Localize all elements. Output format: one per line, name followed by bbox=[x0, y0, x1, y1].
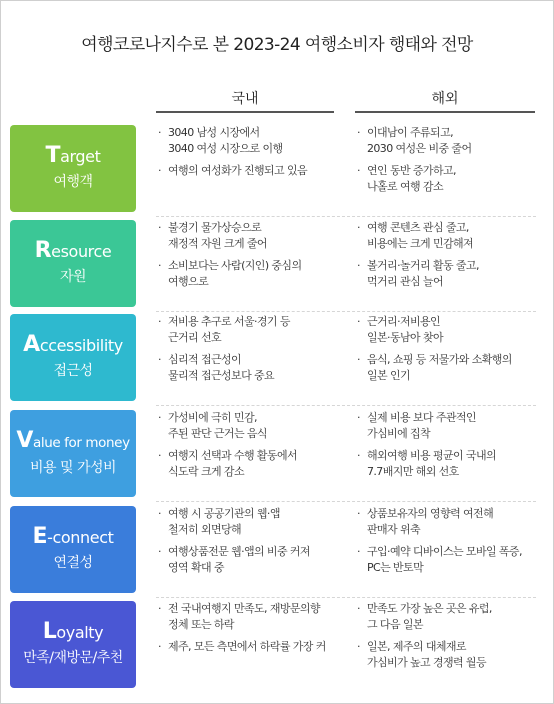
category-english-name bbox=[23, 332, 123, 357]
category-english-rest: -connect bbox=[47, 528, 114, 547]
overseas-cell bbox=[355, 220, 545, 307]
bullet-item: · 근거리·저비용인 일본·동남아 찾아 bbox=[355, 314, 545, 346]
category-badge bbox=[10, 410, 136, 497]
bullet-item: · 일본, 제주의 대체재로 가심비가 높고 경쟁력 월등 bbox=[355, 639, 545, 671]
domestic-cell bbox=[156, 220, 346, 307]
category-korean-name: 접근성 bbox=[53, 363, 93, 379]
bullet-item: · 만족도 가장 높은 곳은 유럽, 그 다음 일본 bbox=[355, 601, 545, 633]
category-english-name bbox=[45, 143, 101, 168]
category-initial: V bbox=[16, 427, 33, 453]
category-english-rest: arget bbox=[60, 147, 101, 166]
bullet-item: · 이대남이 주류되고, 2030 여성은 비중 줄어 bbox=[355, 125, 545, 157]
bullet-item: · 상품보유자의 영향력 여전해 판매자 위축 bbox=[355, 506, 545, 538]
row-divider bbox=[156, 216, 536, 217]
bullet-item: · 소비보다는 사람(지인) 중심의 여행으로 bbox=[156, 258, 346, 290]
category-korean-name: 자원 bbox=[59, 269, 87, 285]
bullet-item: · 저비용 추구로 서울·경기 등 근거리 선호 bbox=[156, 314, 346, 346]
category-korean-name: 연결성 bbox=[53, 555, 93, 571]
bullet-item: · 볼거리·놀거리 활동 줄고, 먹거리 관심 늘어 bbox=[355, 258, 545, 290]
category-row bbox=[10, 125, 545, 212]
category-row bbox=[10, 220, 545, 307]
domestic-cell bbox=[156, 314, 346, 401]
category-korean-name: 만족/재방문/추천 bbox=[23, 650, 123, 666]
column-underline-domestic bbox=[156, 111, 334, 113]
category-english-name bbox=[42, 619, 104, 644]
category-english-rest: ccessibility bbox=[39, 336, 123, 355]
bullet-item: · 전 국내여행지 만족도, 재방문의향 정체 또는 하락 bbox=[156, 601, 346, 633]
column-underline-overseas bbox=[355, 111, 535, 113]
category-row bbox=[10, 314, 545, 401]
category-initial: A bbox=[23, 332, 40, 357]
category-english-rest: alue for money bbox=[32, 434, 130, 451]
domestic-cell bbox=[156, 506, 346, 593]
category-badge bbox=[10, 506, 136, 593]
category-initial: E bbox=[32, 524, 48, 549]
bullet-item: · 3040 남성 시장에서 3040 여성 시장으로 이행 bbox=[156, 125, 346, 157]
bullet-item: · 여행지 선택과 수행 활동에서 식도락 크게 감소 bbox=[156, 448, 346, 480]
category-korean-name: 비용 및 가성비 bbox=[29, 459, 117, 476]
category-english-rest: oyalty bbox=[56, 623, 104, 642]
overseas-cell bbox=[355, 506, 545, 593]
category-row bbox=[10, 410, 545, 497]
bullet-item: · 연인 동반 증가하고, 나홀로 여행 감소 bbox=[355, 163, 545, 195]
category-english-rest: esource bbox=[51, 242, 112, 261]
category-badge bbox=[10, 125, 136, 212]
bullet-item: · 제주, 모든 측면에서 하락률 가장 커 bbox=[156, 639, 346, 655]
category-badge bbox=[10, 314, 136, 401]
bullet-item: · 구입·예약 디바이스는 모바일 폭증, PC는 반토막 bbox=[355, 544, 545, 576]
category-badge bbox=[10, 220, 136, 307]
domestic-cell bbox=[156, 601, 346, 688]
bullet-item: · 가성비에 극히 민감, 주된 판단 근거는 음식 bbox=[156, 410, 346, 442]
bullet-item: · 음식, 쇼핑 등 저물가와 소확행의 일본 인기 bbox=[355, 352, 545, 384]
domestic-cell bbox=[156, 410, 346, 497]
overseas-cell bbox=[355, 314, 545, 401]
category-initial: L bbox=[42, 619, 57, 644]
bullet-item: · 심리적 접근성이 물리적 접근성보다 중요 bbox=[156, 352, 346, 384]
category-english-name bbox=[16, 427, 130, 453]
bullet-item: · 여행 콘텐츠 관심 줄고, 비용에는 크게 민감해져 bbox=[355, 220, 545, 252]
bullet-item: · 해외여행 비용 평균이 국내의 7.7배지만 해외 선호 bbox=[355, 448, 545, 480]
row-divider bbox=[156, 405, 536, 406]
category-english-name bbox=[32, 524, 114, 549]
column-header-domestic: 국내 bbox=[231, 91, 259, 107]
bullet-item: · 불경기 물가상승으로 재정적 자원 크게 줄어 bbox=[156, 220, 346, 252]
overseas-cell bbox=[355, 410, 545, 497]
category-english-name bbox=[34, 238, 112, 263]
row-divider bbox=[156, 501, 536, 502]
overseas-cell bbox=[355, 601, 545, 688]
page-title: 여행코로나지수로 본 2023-24 여행소비자 행태와 전망 bbox=[81, 35, 473, 55]
bullet-item: · 실제 비용 보다 주관적인 가심비에 집착 bbox=[355, 410, 545, 442]
category-korean-name: 여행객 bbox=[53, 174, 93, 190]
bullet-item: · 여행상품전문 웹·앱의 비중 커져 영역 확대 중 bbox=[156, 544, 346, 576]
category-initial: R bbox=[34, 238, 52, 263]
bullet-item: · 여행 시 공공기관의 웹·앱 철저히 외면당해 bbox=[156, 506, 346, 538]
domestic-cell bbox=[156, 125, 346, 212]
category-row bbox=[10, 506, 545, 593]
overseas-cell bbox=[355, 125, 545, 212]
row-divider bbox=[156, 311, 536, 312]
category-badge bbox=[10, 601, 136, 688]
category-initial: T bbox=[45, 143, 61, 168]
row-divider bbox=[156, 597, 536, 598]
bullet-item: · 여행의 여성화가 진행되고 있음 bbox=[156, 163, 346, 179]
category-row bbox=[10, 601, 545, 688]
column-header-overseas: 해외 bbox=[431, 91, 459, 107]
